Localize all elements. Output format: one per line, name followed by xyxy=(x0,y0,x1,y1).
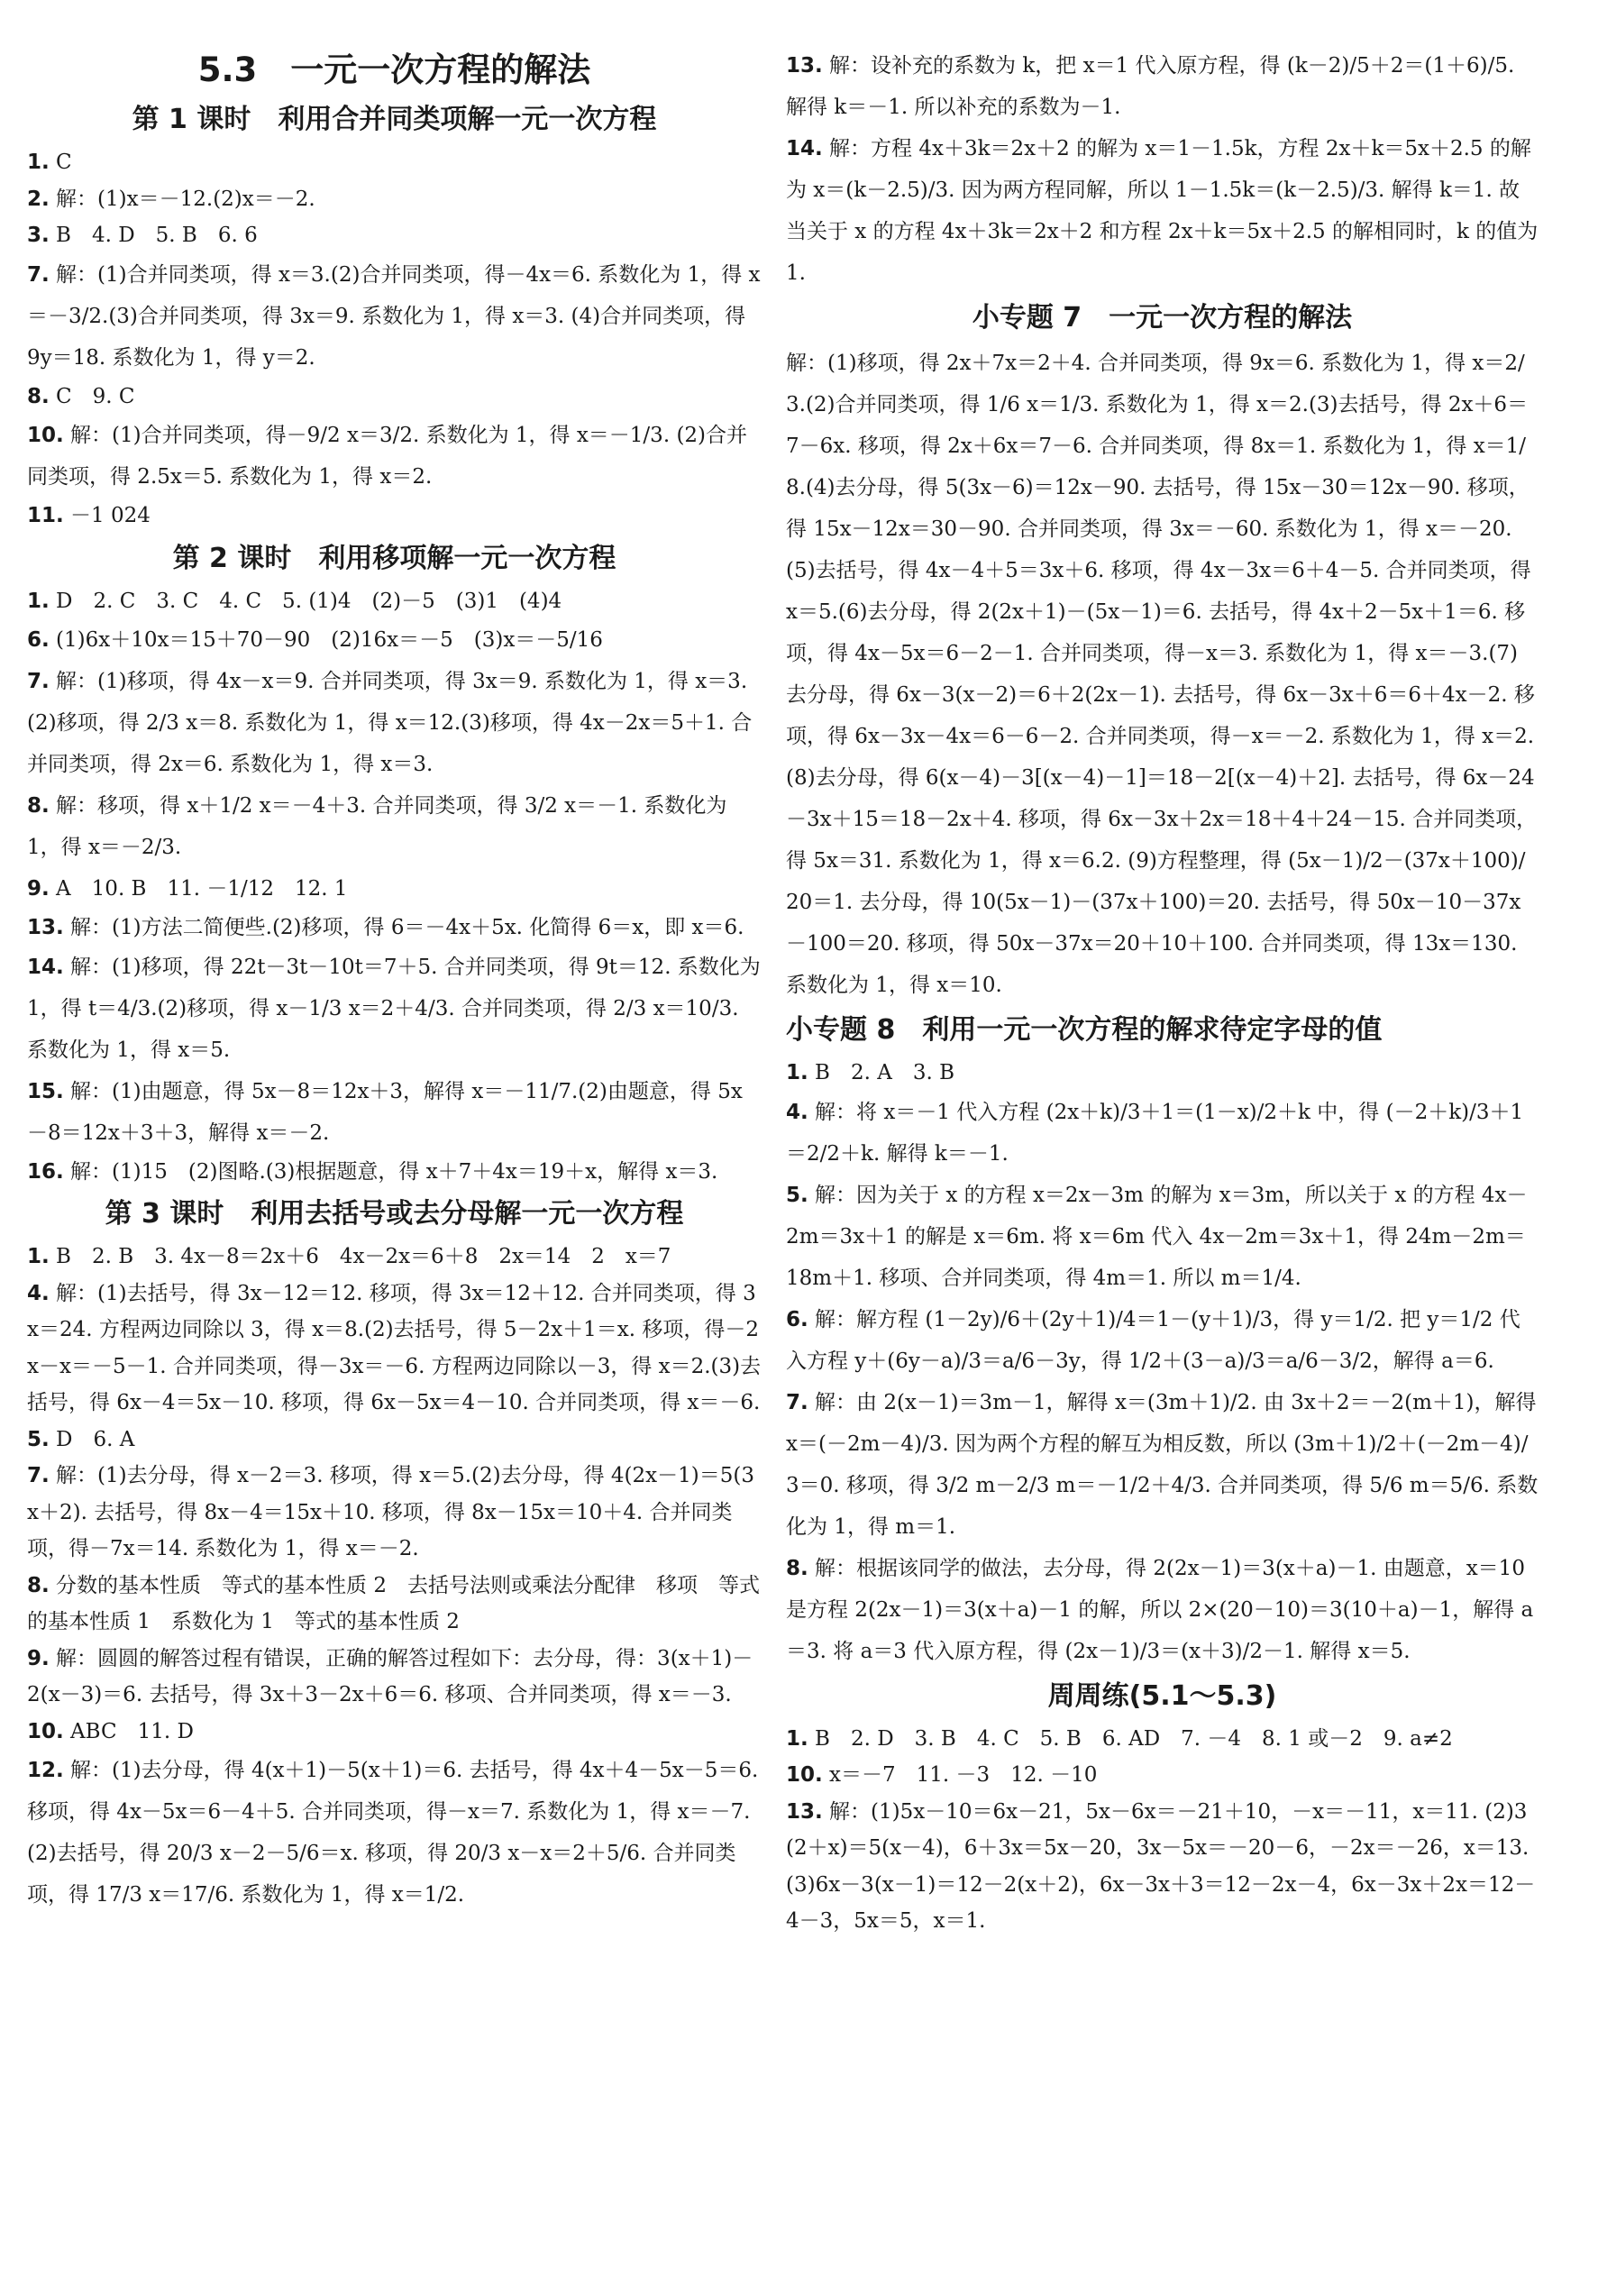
lesson-heading: 第 1 课时 利用合并同类项解一元一次方程 xyxy=(132,104,657,135)
question-number: 10. xyxy=(27,424,64,447)
question-number: 14. xyxy=(786,137,823,160)
answer-item: 13. 解：(1)5x－10＝6x－21，5x－6x＝－21＋10，－x＝－11，x＝11. (2)3(2＋x)＝5(x－4)，6＋3x＝5x－20，3x－5x＝－20－6，－2x＝－26，x＝13.(3)6x－3(x－1)＝12－2(x＋2)，6x－3x＋3＝12－2x－4，6x－3x＋2x＝12－4－3，5x＝5，x＝1. xyxy=(786,1799,1536,1933)
question-number: 13. xyxy=(786,1799,823,1824)
question-number: 8. xyxy=(786,1556,808,1580)
question-number: 10. xyxy=(786,1763,823,1787)
question-number: 16. xyxy=(27,1159,64,1184)
question-number: 8. xyxy=(27,794,50,818)
answer-item: 4. 解：将 x＝－1 代入方程 (2x＋k)/3＋1＝(1－x)/2＋k 中，得 (－2＋k)/3＋1＝2/2＋k. 解得 k＝－1. xyxy=(786,1100,1524,1166)
question-number: 3. xyxy=(27,224,50,247)
answer-item: 8. C 9. C xyxy=(27,384,135,408)
answer-item: 5. D 6. A xyxy=(27,1427,135,1451)
lesson-heading: 小专题 7 一元一次方程的解法 xyxy=(972,302,1353,334)
question-number: 9. xyxy=(27,877,50,901)
question-number: 12. xyxy=(27,1759,64,1782)
question-number: 8. xyxy=(27,1573,50,1597)
answer-item: 10. ABC 11. D xyxy=(27,1719,194,1743)
answer-item: 9. 解：圆圆的解答过程有错误，正确的解答过程如下：去分母，得：3(x＋1)－2(x－3)＝6. 去括号，得 3x＋3－2x＋6＝6. 移项、合并同类项，得 x＝－3. xyxy=(27,1646,753,1706)
answer-item: 12. 解：(1)去分母，得 4(x＋1)－5(x＋1)＝6. 去括号，得 4x＋4－5x－5＝6. 移项，得 4x－5x＝6－4＋5. 合并同类项，得－x＝7. 系数化为 1，得 x＝－7.(2)去括号，得 20/3 x－2－5/6＝x. 移项，得 20/3 x－x＝2＋5/6. 合并同类项，得 17/3 x＝17/6. 系数化为 1，得 x＝1/2. xyxy=(27,1759,759,1907)
right-column xyxy=(786,45,1539,1940)
question-number: 1. xyxy=(27,589,50,613)
answer-item: 1. B 2. B 3. 4x－8＝2x＋6 4x－2x＝6＋8 2x＝14 2 x＝7 xyxy=(27,1245,671,1268)
question-number: 11. xyxy=(27,504,64,527)
answer-item: 7. 解：(1)移项，得 4x－x＝9. 合并同类项，得 3x＝9. 系数化为 1，得 x＝3.(2)移项，得 2/3 x＝8. 系数化为 1，得 x＝12.(3)移项，得 4x－2x＝5＋1. 合并同类项，得 2x＝6. 系数化为 1，得 x＝3. xyxy=(27,670,753,776)
question-number: 14. xyxy=(27,955,64,979)
answer-item: 7. 解：(1)去分母，得 x－2＝3. 移项，得 x＝5.(2)去分母，得 4(2x－1)＝5(3x＋2). 去括号，得 8x－4＝15x＋10. 移项，得 8x－15x＝10＋4. 合并同类项，得－7x＝14. 系数化为 1，得 x＝－2. xyxy=(27,1464,754,1560)
answer-item: 6. 解：解方程 (1－2y)/6＋(2y＋1)/4＝1－(y＋1)/3，得 y＝1/2. 把 y＝1/2 代入方程 y＋(6y－a)/3＝a/6－3y，得 1/2＋(3－a)/3＝a/6－3/2，解得 a＝6. xyxy=(786,1307,1520,1373)
answer-item: 7. 解：由 2(x－1)＝3m－1，解得 x＝(3m＋1)/2. 由 3x＋2＝－2(m＋1)，解得 x＝(－2m－4)/3. 因为两个方程的解互为相反数，所以 (3m＋1)/2＋(－2m－4)/3＝0. 移项，得 3/2 m－2/3 m＝－1/2＋4/3. 合并同类项，得 5/6 m＝5/6. 系数化为 1，得 m＝1. xyxy=(786,1390,1539,1539)
question-number: 2. xyxy=(27,187,50,211)
question-number: 7. xyxy=(786,1390,808,1414)
answer-item: 14. 解：(1)移项，得 22t－3t－10t＝7＋5. 合并同类项，得 9t＝12. 系数化为 1，得 t＝4/3.(2)移项，得 x－1/3 x＝2＋4/3. 合并同类项，得 2/3 x＝10/3. 系数化为 1，得 x＝5. xyxy=(27,955,761,1062)
answer-item: 14. 解：方程 4x＋3k＝2x＋2 的解为 x＝1－1.5k，方程 2x＋k＝5x＋2.5 的解为 x＝(k－2.5)/3. 因为两方程同解，所以 1－1.5k＝(k－2.5)/3. 解得 k＝1. 故当关于 x 的方程 4x＋3k＝2x＋2 和方程 2x＋k＝5x＋2.5 的解相同时，k 的值为 1. xyxy=(786,137,1539,285)
answer-item: 1. C xyxy=(27,151,72,174)
question-number: 7. xyxy=(27,1464,50,1487)
answer-item: 5. 解：因为关于 x 的方程 x＝2x－3m 的解为 x＝3m，所以关于 x 的方程 4x－2m＝3x＋1 的解是 x＝6m. 将 x＝6m 代入 4x－2m＝3x＋1，得 24m－2m＝18m＋1. 移项、合并同类项，得 4m＝1. 所以 m＝1/4. xyxy=(786,1183,1528,1290)
answer-item: 6. (1)6x＋10x＝15＋70－90 (2)16x＝－5 (3)x＝－5/16 xyxy=(27,628,603,652)
question-number: 5. xyxy=(27,1427,50,1451)
answer-item: 2. 解：(1)x＝－12.(2)x＝－2. xyxy=(27,187,315,211)
question-number: 10. xyxy=(27,1719,64,1743)
answer-item: 1. B 2. A 3. B xyxy=(786,1061,954,1084)
answer-item: 3. B 4. D 5. B 6. 6 xyxy=(27,224,258,247)
question-number: 1. xyxy=(27,151,50,174)
question-number: 1. xyxy=(786,1061,808,1084)
answer-item: 解：(1)移项，得 2x＋7x＝2＋4. 合并同类项，得 9x＝6. 系数化为 1，得 x＝2/3.(2)合并同类项，得 1/6 x＝1/3. 系数化为 1，得 x＝2.(3)去括号，得 2x＋6＝7－6x. 移项，得 2x＋6x＝7－6. 合并同类项，得 8x＝1. 系数化为 1，得 x＝1/8.(4)去分母，得 5(3x－6)＝12x－90. 去括号，得 15x－30＝12x－90. 移项，得 15x－12x＝30－90. 合并同类项，得 3x＝－60. 系数化为 1，得 x＝－20.(5)去括号，得 4x－4＋5＝3x＋6. 移项，得 4x－3x＝6＋4－5. 合并同类项，得 x＝5.(6)去分母，得 2(2x＋1)－(5x－1)＝6. 去括号，得 4x＋2－5x＋1＝6. 移项，得 4x－5x＝6－2－1. 合并同类项，得－x＝3. 系数化为 1，得 x＝－3.(7)去分母，得 6x－3(x－2)＝6＋2(2x－1). 去括号，得 6x－3x＋6＝6＋4x－2. 移项，得 6x－3x－4x＝6－6－2. 合并同类项，得－x＝－2. 系数化为 1，得 x＝2.(8)去分母，得 6(x－4)－3[(x－4)－1]＝18－2[(x－4)＋2]. 去括号，得 6x－24－3x＋15＝18－2x＋4. 移项，得 6x－3x＋2x＝18＋4＋24－15. 合并同类项，得 5x＝31. 系数化为 1，得 x＝6.2. (9)方程整理，得 (5x－1)/2－(37x＋100)/20＝1. 去分母，得 10(5x－1)－(37x＋100)＝20. 去括号，得 50x－10－37x－100＝20. 移项，得 50x－37x＝20＋10＋100. 合并同类项，得 13x＝130. 系数化为 1，得 x＝10. xyxy=(786,352,1538,997)
question-number: 4. xyxy=(27,1281,50,1305)
question-number: 9. xyxy=(27,1646,50,1670)
answer-item: 1. D 2. C 3. C 4. C 5. (1)4 (2)－5 (3)1 (4)4 xyxy=(27,589,562,613)
question-number: 4. xyxy=(786,1100,808,1124)
answer-item: 7. 解：(1)合并同类项，得 x＝3.(2)合并同类项，得－4x＝6. 系数化为 1，得 x＝－3/2.(3)合并同类项，得 3x＝9. 系数化为 1，得 x＝3. (4)合并同类项，得 9y＝18. 系数化为 1，得 y＝2. xyxy=(27,262,761,370)
question-number: 1. xyxy=(27,1245,50,1268)
answer-item: 9. A 10. B 11. －1/12 12. 1 xyxy=(27,877,348,901)
answer-item: 1. B 2. D 3. B 4. C 5. B 6. AD 7. －4 8. 1 或－2 9. a≠2 xyxy=(786,1726,1453,1751)
answer-item: 13. 解：(1)方法二简便些.(2)移项，得 6＝－4x＋5x. 化简得 6＝x，即 x＝6. xyxy=(27,916,744,939)
question-number: 13. xyxy=(786,54,823,78)
left-column xyxy=(27,45,762,1916)
question-number: 6. xyxy=(27,628,50,652)
question-number: 13. xyxy=(27,916,64,939)
answer-item: 11. －1 024 xyxy=(27,504,151,527)
answer-item: 8. 分数的基本性质 等式的基本性质 2 去括号法则或乘法分配律 移项 等式的基本性质 1 系数化为 1 等式的基本性质 2 xyxy=(27,1573,761,1633)
answer-item: 10. x＝－7 11. －3 12. －10 xyxy=(786,1763,1098,1787)
answer-item: 16. 解：(1)15 (2)图略.(3)根据题意，得 x＋7＋4x＝19＋x，解得 x＝3. xyxy=(27,1159,718,1184)
question-number: 6. xyxy=(786,1307,808,1331)
answer-item: 13. 解：设补充的系数为 k，把 x＝1 代入原方程，得 (k－2)/5＋2＝(1＋6)/5. 解得 k＝－1. 所以补充的系数为－1. xyxy=(786,54,1515,119)
answer-item: 8. 解：移项，得 x＋1/2 x＝－4＋3. 合并同类项，得 3/2 x＝－1. 系数化为 1，得 x＝－2/3. xyxy=(27,794,727,859)
question-number: 8. xyxy=(27,384,50,408)
question-number: 1. xyxy=(786,1726,808,1751)
answer-item: 8. 解：根据该同学的做法，去分母，得 2(2x－1)＝3(x＋a)－1. 由题意，x＝10 是方程 2(2x－1)＝3(x＋a)－1 的解，所以 2×(20－10)＝3(10＋a)－1，解得 a＝3. 将 a＝3 代入原方程，得 (2x－1)/3＝(x＋3)/2－1. 解得 x＝5. xyxy=(786,1556,1534,1663)
lesson-heading: 周周练(5.1～5.3) xyxy=(1047,1679,1277,1712)
lesson-heading: 小专题 8 利用一元一次方程的解求待定字母的值 xyxy=(786,1014,1383,1046)
answer-item: 10. 解：(1)合并同类项，得－9/2 x＝3/2. 系数化为 1，得 x＝－1/3. (2)合并同类项，得 2.5x＝5. 系数化为 1，得 x＝2. xyxy=(27,424,748,489)
lesson-heading: 第 3 课时 利用去括号或去分母解一元一次方程 xyxy=(105,1198,684,1230)
question-number: 7. xyxy=(27,262,50,287)
question-number: 7. xyxy=(27,670,50,693)
answer-item: 15. 解：(1)由题意，得 5x－8＝12x＋3，解得 x＝－11/7.(2)由题意，得 5x－8＝12x＋3＋3，解得 x＝－2. xyxy=(27,1079,743,1145)
section-title: 5.3 一元一次方程的解法 xyxy=(197,50,591,89)
answer-item: 4. 解：(1)去括号，得 3x－12＝12. 移项，得 3x＝12＋12. 合并同类项，得 3x＝24. 方程两边同除以 3，得 x＝8.(2)去括号，得 5－2x＋1＝x. 移项，得－2x－x＝－5－1. 合并同类项，得－3x＝－6. 方程两边同除以－3，得 x＝2.(3)去括号，得 6x－4＝5x－10. 移项，得 6x－5x＝4－10. 合并同类项，得 x＝－6. xyxy=(27,1281,762,1414)
question-number: 5. xyxy=(786,1183,808,1207)
question-number: 15. xyxy=(27,1079,64,1103)
lesson-heading: 第 2 课时 利用移项解一元一次方程 xyxy=(172,542,616,574)
